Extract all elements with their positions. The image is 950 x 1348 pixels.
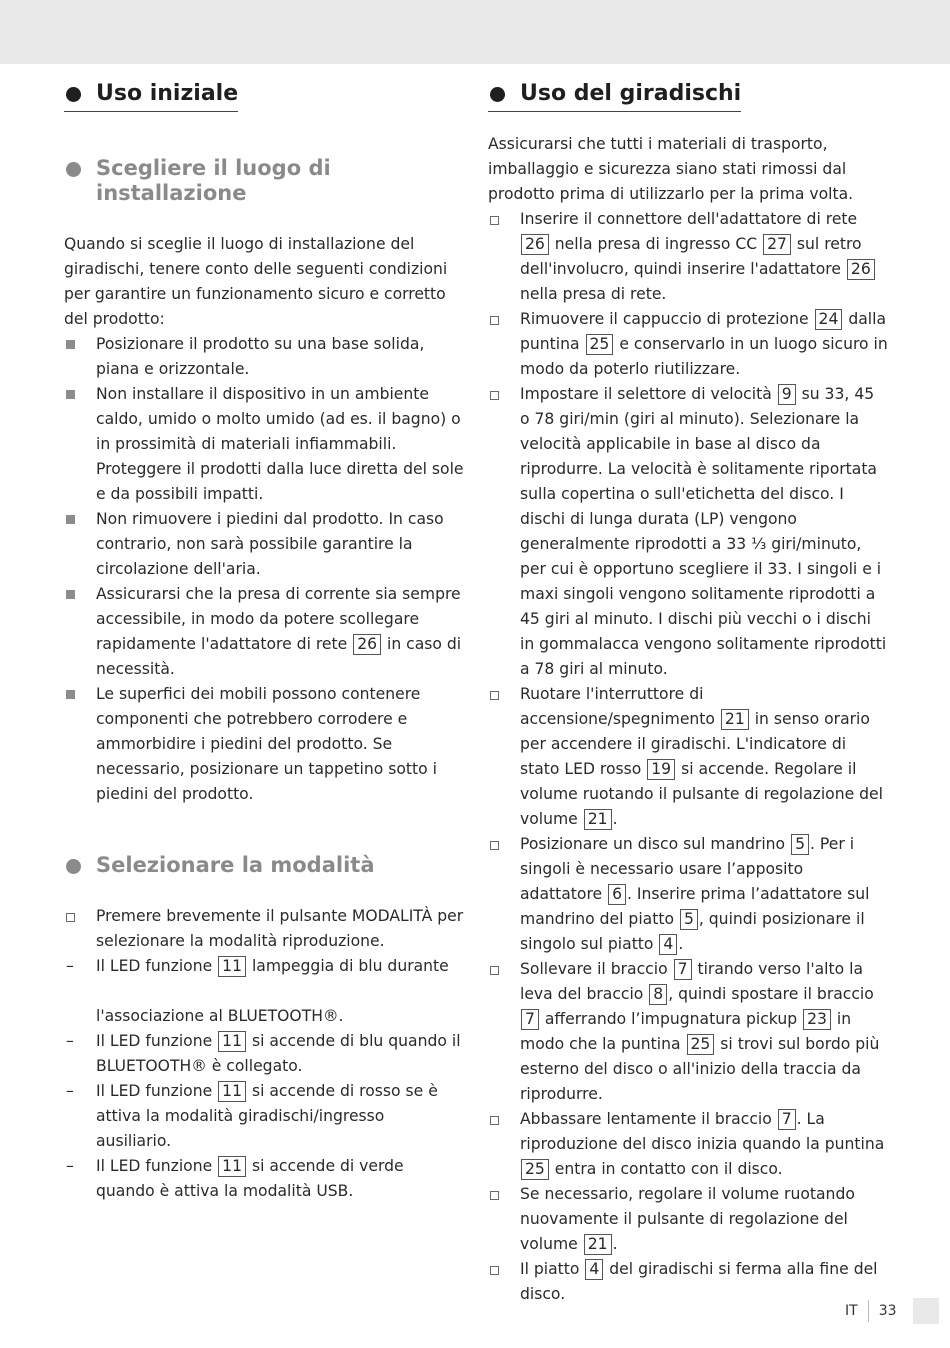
- step-item: Rimuovere il cappuccio di protezione 24 dalla puntina 25 e conservarlo in un luogo sicuro in modo da poterlo riutilizzare.: [488, 307, 888, 382]
- square-bullet-icon: [66, 340, 75, 349]
- step-item: Abbassare lentamente il braccio 7 . La riproduzione del disco inizia quando la puntina 25 entra in contatto con il disco.: [488, 1107, 888, 1182]
- step-item: Ruotare l'interruttore di accensione/spegnimento 21 in senso orario per accendere il giradischi. L'indicatore di stato LED rosso 19 si accende. Regolare il volume ruotando il pulsante di regolazione del volume 21 .: [488, 682, 888, 832]
- part-ref: 23: [803, 1009, 831, 1030]
- language-code: IT: [845, 1303, 858, 1319]
- heading-uso-iniziale: [64, 80, 238, 112]
- square-bullet-icon: [66, 390, 75, 399]
- heading-select-mode: [64, 853, 375, 878]
- step-item: Il piatto 4 del giradischi si ferma alla fine del disco.: [488, 1257, 888, 1307]
- part-ref: 7: [778, 1109, 796, 1130]
- bullet-dot-icon: [66, 859, 81, 874]
- part-ref: 7: [521, 1009, 539, 1030]
- square-bullet-icon: [66, 590, 75, 599]
- step-item: Inserire il connettore dell'adattatore di rete 26 nella presa di ingresso CC 27 sul retro dell'involucro, quindi inserire l'adattatore 26 nella presa di rete.: [488, 207, 888, 307]
- checkbox-square-icon: [490, 841, 499, 850]
- result-item: – Il LED funzione 11 si accende di blu quando il BLUETOOTH® è collegato.: [64, 1029, 464, 1079]
- part-ref: 11: [218, 1156, 246, 1177]
- checkbox-square-icon: [490, 691, 499, 700]
- checkbox-square-icon: [490, 1191, 499, 1200]
- list-item: Non rimuovere i piedini dal prodotto. In caso contrario, non sarà possibile garantire la circolazione dell'aria.: [64, 507, 464, 582]
- result-item: – Il LED funzione 11 si accende di verde quando è attiva la modalità USB.: [64, 1154, 464, 1204]
- usage-section: [488, 132, 888, 1307]
- heading-text: Selezionare la modalità: [96, 853, 375, 877]
- heading-text: Uso del giradischi: [520, 81, 742, 106]
- heading-uso-giradischi: [488, 80, 741, 112]
- part-ref: 8: [649, 984, 667, 1005]
- checkbox-square-icon: [490, 1116, 499, 1125]
- dash-bullet-icon: –: [66, 1082, 74, 1100]
- square-bullet-icon: [66, 515, 75, 524]
- part-ref: 26: [847, 259, 875, 280]
- heading-text: Scegliere il luogo di installazione: [96, 156, 331, 205]
- part-ref: 26: [521, 234, 549, 255]
- step-item: Se necessario, regolare il volume ruotando nuovamente il pulsante di regolazione del volume 21 .: [488, 1182, 888, 1257]
- part-ref: 11: [218, 1081, 246, 1102]
- part-ref: 11: [218, 1031, 246, 1052]
- list-item: Non installare il dispositivo in un ambiente caldo, umido o molto umido (ad es. il bagno) o in prossimità di materiali infiammabili. Proteggere il prodotti dalla luce diretta del sole e da possibili impatti.: [64, 382, 464, 507]
- dash-bullet-icon: –: [66, 1032, 74, 1050]
- heading-install-location: [64, 156, 464, 206]
- bullet-dot-icon: [490, 87, 505, 102]
- step-item: Sollevare il braccio 7 tirando verso l'alto la leva del braccio 8 , quindi spostare il braccio 7 afferrando l’impugnatura pickup 23 in modo che la puntina 25 si trovi sul bordo più esterno del disco o all'inizio della traccia da riprodurre.: [488, 957, 888, 1107]
- part-ref: 11: [218, 956, 246, 977]
- result-item: – Il LED funzione 11 lampeggia di blu durante l'associazione al BLUETOOTH®.: [64, 954, 464, 1029]
- result-item: – Il LED funzione 11 si accende di rosso se è attiva la modalità giradischi/ingresso ausiliario.: [64, 1079, 464, 1154]
- part-ref: 24: [815, 309, 843, 330]
- list-item: Posizionare il prodotto su una base solida, piana e orizzontale.: [64, 332, 464, 382]
- step-item: Impostare il selettore di velocità 9 su 33, 45 o 78 giri/min (giri al minuto). Selezionare la velocità applicabile in base al disco da riprodurre. La velocità è solitamente riportata sulla copertina o sull'etichetta del disco. I dischi di lunga durata (LP) vengono generalmente riprodotti a 33 ⅓ giri/minuto, per cui è opportuno scegliere il 33. I singoli e i maxi singoli vengono solitamente riprodotti a 45 giri al minuto. I dischi più vecchi o i dischi in gommalacca vengono solitamente riprodotti a 78 giri al minuto.: [488, 382, 888, 682]
- part-ref: 21: [584, 809, 612, 830]
- step-item: Premere brevemente il pulsante MODALITÀ per selezionare la modalità riproduzione.: [64, 904, 464, 954]
- part-ref: 25: [586, 334, 614, 355]
- part-ref: 5: [680, 909, 698, 930]
- usage-intro: Assicurarsi che tutti i materiali di trasporto, imballaggio e sicurezza siano stati rimossi dal prodotto prima di utilizzarlo per la prima volta.: [488, 135, 854, 203]
- step-item: Posizionare un disco sul mandrino 5 . Per i singoli è necessario usare l’apposito adattatore 6 . Inserire prima l’adattatore sul mandrino del piatto 5 , quindi posizionare il singolo sul piatto 4 .: [488, 832, 888, 957]
- part-ref: 26: [353, 634, 381, 655]
- square-bullet-icon: [66, 690, 75, 699]
- footer-divider: [868, 1300, 869, 1322]
- list-item: Le superfici dei mobili possono contenere componenti che potrebbero corrodere e ammorbidire i piedini del prodotto. Se necessario, posizionare un tappetino sotto i piedini del prodotto.: [64, 682, 464, 807]
- part-ref: 5: [791, 834, 809, 855]
- part-ref: 6: [608, 884, 626, 905]
- corner-tab: [913, 1298, 939, 1324]
- install-section: [64, 232, 464, 807]
- checkbox-square-icon: [490, 1266, 499, 1275]
- bullet-dot-icon: [66, 162, 81, 177]
- part-ref: 25: [521, 1159, 549, 1180]
- page-footer: [845, 1300, 939, 1322]
- part-ref: 21: [721, 709, 749, 730]
- part-ref: 4: [585, 1259, 603, 1280]
- part-ref: 21: [584, 1234, 612, 1255]
- top-band: [0, 0, 950, 64]
- checkbox-square-icon: [490, 216, 499, 225]
- part-ref: 27: [763, 234, 791, 255]
- dash-bullet-icon: –: [66, 1157, 74, 1175]
- part-ref: 25: [687, 1034, 715, 1055]
- checkbox-square-icon: [66, 913, 75, 922]
- part-ref: 4: [659, 934, 677, 955]
- dash-bullet-icon: –: [66, 957, 74, 975]
- list-item: Assicurarsi che la presa di corrente sia sempre accessibile, in modo da potere scollegare rapidamente l'adattatore di rete 26 in caso di necessità.: [64, 582, 464, 682]
- part-ref: 7: [674, 959, 692, 980]
- checkbox-square-icon: [490, 966, 499, 975]
- heading-text: Uso iniziale: [96, 81, 239, 106]
- mode-section: [64, 904, 464, 1204]
- checkbox-square-icon: [490, 316, 499, 325]
- bullet-dot-icon: [66, 87, 81, 102]
- part-ref: 19: [647, 759, 675, 780]
- page-number: 33: [878, 1303, 897, 1319]
- part-ref: 9: [778, 384, 796, 405]
- install-intro: Quando si sceglie il luogo di installazione del giradischi, tenere conto delle seguenti condizioni per garantire un funzionamento sicuro e corretto del prodotto:: [64, 235, 448, 328]
- checkbox-square-icon: [490, 391, 499, 400]
